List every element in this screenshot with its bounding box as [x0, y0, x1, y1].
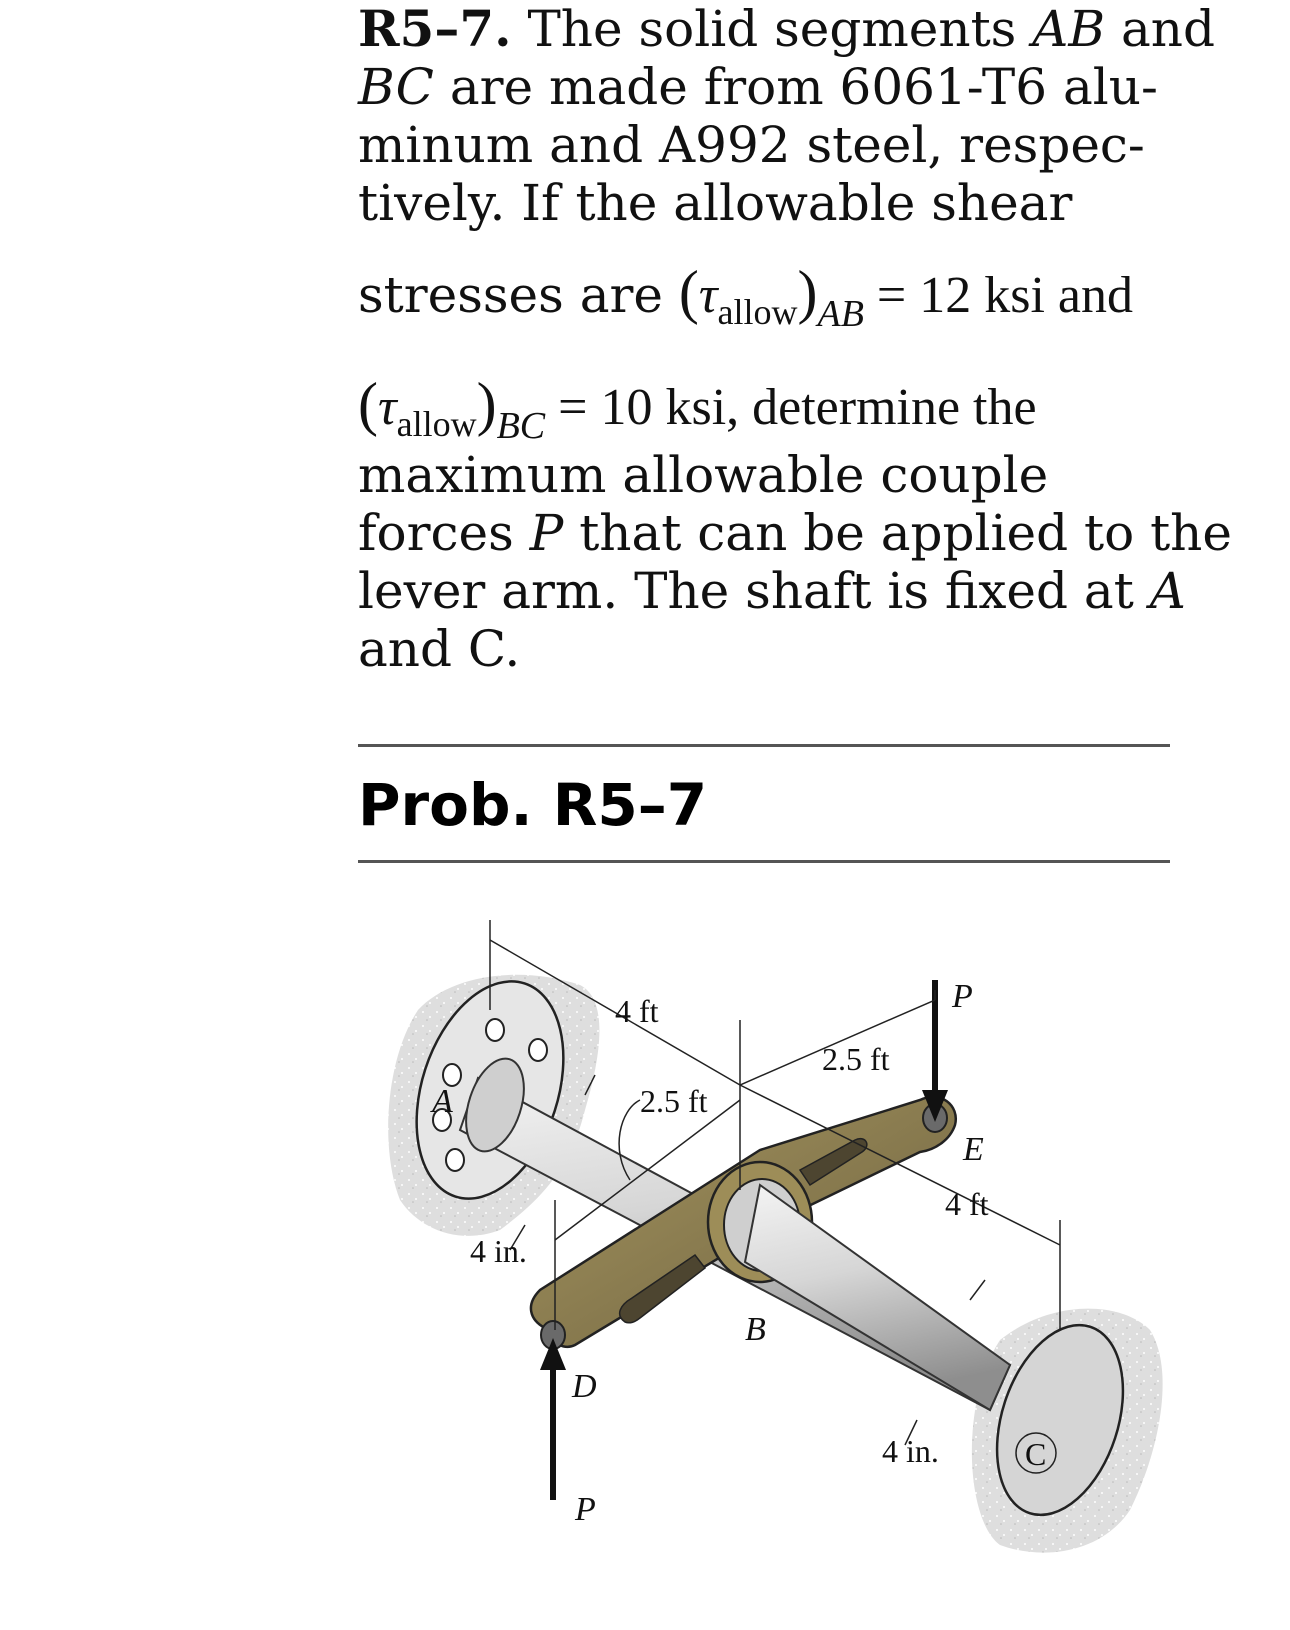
label-4ft-top: 4 ft: [615, 993, 659, 1029]
flange-a-bolt-5: [446, 1149, 464, 1171]
label-force-top: P: [952, 978, 973, 1015]
segment-bc-label: BC: [358, 58, 434, 116]
label-4ft-right: 4 ft: [945, 1186, 989, 1222]
bc-value: = 10 ksi, determine the: [545, 379, 1037, 436]
problem-text-fragment: lever arm. The shaft is fixed at: [358, 562, 1150, 620]
label-point-d: D: [572, 1368, 597, 1405]
problem-line-4: tively. If the allowable shear: [358, 174, 1073, 232]
label-4in-right: 4 in.: [882, 1433, 939, 1469]
stresses-prefix: stresses are: [358, 266, 679, 324]
problem-text-fragment: forces: [358, 504, 530, 562]
label-force-bottom: P: [575, 1491, 596, 1528]
ab-subscript: AB: [817, 293, 864, 335]
label-point-b: B: [745, 1311, 766, 1348]
point-c-label: C: [467, 620, 505, 678]
close-paren: ): [476, 371, 497, 437]
problem-text-fragment: .: [504, 620, 521, 678]
open-paren: (: [678, 259, 699, 325]
open-paren: (: [358, 371, 378, 437]
tau-symbol: τ: [698, 267, 718, 324]
ab-value: = 12 ksi and: [863, 267, 1134, 324]
force-p-label: P: [529, 504, 564, 562]
label-point-a: A: [432, 1083, 453, 1120]
problem-text-fragment: and: [358, 620, 468, 678]
label-point-e: E: [963, 1131, 984, 1168]
problem-line-3: minum and A992 steel, respec-: [358, 116, 1145, 174]
problem-text-fragment: that can be applied to the: [563, 504, 1232, 562]
label-25ft-right: 2.5 ft: [822, 1041, 890, 1077]
problem-text-fragment: The solid segments: [511, 0, 1033, 58]
allow-subscript: allow: [396, 404, 477, 444]
segment-ab-label: AB: [1032, 0, 1106, 58]
problem-line-5: maximum allowable couple: [358, 446, 1049, 504]
flange-a-bolt-1: [486, 1019, 504, 1041]
label-point-c: C: [1025, 1436, 1047, 1472]
caption-title: Prob. R5–7: [358, 771, 708, 839]
label-4in-left: 4 in.: [470, 1233, 527, 1269]
tau-symbol: τ: [377, 379, 397, 436]
flange-a-bolt-2: [529, 1039, 547, 1061]
label-25ft-left: 2.5 ft: [640, 1083, 708, 1119]
problem-number: R5–7.: [358, 0, 512, 58]
point-a-label: A: [1149, 562, 1186, 620]
allow-subscript: allow: [717, 292, 798, 332]
close-paren: ): [797, 259, 818, 325]
problem-text-fragment: and: [1105, 0, 1216, 58]
bc-subscript: BC: [496, 405, 546, 447]
problem-text-fragment: are made from 6061-T6 alu-: [433, 58, 1158, 116]
